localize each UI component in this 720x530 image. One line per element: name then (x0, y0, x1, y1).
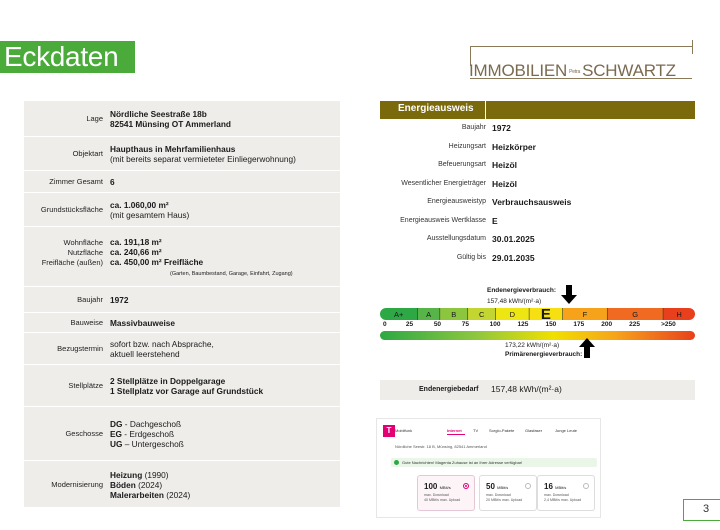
energy-title: Energieausweis (398, 103, 474, 114)
facts-row (24, 227, 340, 287)
facts-label: Objektart (72, 149, 103, 158)
facts-value: (mit bereits separat vermieteter Einliegerwohnung) (110, 154, 296, 164)
plan-radio[interactable] (463, 483, 469, 489)
facts-value: Nördliche Seestraße 18b (110, 109, 207, 119)
telekom-plan-card[interactable]: 100 MBit/s max. Download 40 MBit/s max. Upload (417, 475, 475, 511)
energy-row-value: 1972 (492, 123, 511, 133)
logo-small: Petra (569, 68, 581, 75)
facts-value: 1 Stellplatz vor Garage auf Grundstück (110, 386, 264, 396)
plan-radio[interactable] (525, 483, 531, 489)
energy-row-label: Heizungsart (448, 142, 486, 150)
telekom-nav-item[interactable]: Sorglo-Pakete (489, 428, 515, 433)
telekom-nav-item[interactable]: Junge Leute (555, 428, 578, 433)
facts-row (24, 287, 340, 313)
telekom-nav-item[interactable]: Mobilfunk (395, 428, 413, 433)
energy-row-value: E (492, 215, 498, 226)
energy-scale-tick: 100 (489, 321, 501, 328)
facts-value: (mit gesamtem Haus) (110, 210, 190, 220)
telekom-availability-text: Gute Nachrichten! Magenta Zuhause ist an Ihrer Adresse verfügbar! (402, 460, 523, 465)
energy-row-value: Heizöl (492, 160, 518, 170)
facts-label: Freifläche (außen) (41, 258, 103, 267)
facts-value: ca. 1.060,00 m² (110, 200, 169, 210)
facts-label: Zimmer Gesamt (49, 177, 103, 186)
energy-row-value: Verbrauchsausweis (492, 197, 572, 207)
endenergiebedarf-label: Endenergiebedarf (419, 386, 479, 393)
endenergiebedarf-value: 157,48 kWh/(m²·a) (491, 384, 562, 394)
facts-value: ca. 240,66 m² (110, 247, 162, 257)
energy-scale-tick: 125 (517, 321, 529, 328)
page-title: Eckdaten (4, 41, 119, 72)
page-number: 3 (703, 503, 710, 515)
facts-label: Geschosse (65, 429, 103, 438)
facts-value: Malerarbeiten (2024) (110, 490, 191, 500)
facts-value: 82541 Münsing OT Ammerland (110, 119, 231, 129)
energy-class-label: F (582, 310, 588, 319)
facts-value: sofort bzw. nach Absprache, (110, 339, 214, 349)
facts-value: 2 Stellplätze in Doppelgarage (110, 376, 226, 386)
facts-label: Lage (86, 114, 103, 123)
facts-label: Grundstücksfläche (40, 205, 103, 214)
energy-scale-tick: 0 (383, 321, 387, 328)
page-number-box (683, 499, 720, 521)
energy-scale-tick: 25 (405, 321, 414, 328)
facts-row (24, 193, 340, 227)
energy-scale-tick: >250 (661, 321, 676, 328)
telekom-nav-item[interactable]: Glasfaser (525, 428, 543, 433)
check-icon (394, 460, 399, 465)
facts-label: Bauweise (70, 318, 103, 327)
facts-value: aktuell leerstehend (110, 349, 180, 359)
facts-row (24, 461, 340, 508)
facts-value: EG - Erdgeschoß (110, 429, 175, 439)
facts-label: Nutzfläche (67, 248, 103, 257)
facts-value: Haupthaus in Mehrfamilienhaus (110, 144, 236, 154)
facts-value: (Garten, Baumbestand, Garage, Einfahrt, Zugang) (170, 271, 293, 277)
facts-row (24, 365, 340, 407)
energy-class-label: H (676, 310, 682, 319)
energy-row-label: Baujahr (461, 124, 486, 131)
facts-panel (24, 101, 340, 508)
energy-scale-tick: 150 (545, 321, 557, 328)
energy-scale-bar (380, 308, 695, 320)
telekom-plan-card[interactable]: 16 MBit/s max. Download 2,4 MBit/s max. Upload (537, 475, 595, 511)
endenergie-label: Endenergieverbrauch: (487, 287, 556, 294)
telekom-address: Nördliche Seestr. 18 B, Münsing, 82541 Ammerland (395, 444, 487, 449)
energy-class-label: E (540, 308, 551, 320)
telekom-availability-screenshot (376, 418, 601, 518)
energy-class-label: D (509, 310, 516, 319)
energy-scale-tick: 75 (461, 321, 469, 328)
facts-value: 6 (110, 177, 115, 187)
facts-row (24, 333, 340, 365)
energy-scale-tick: 175 (573, 321, 585, 328)
energy-row-label: Gültig bis (456, 253, 486, 261)
facts-label: Wohnfläche (63, 238, 103, 247)
telekom-logo: T (383, 425, 395, 437)
energy-row-value: Heizöl (492, 178, 518, 189)
facts-row (24, 407, 340, 461)
energy-class-label: C (478, 310, 485, 319)
primaer-label: Primärenergieverbrauch: (505, 351, 583, 358)
plan-radio[interactable] (583, 483, 589, 489)
facts-label: Modernisierung (51, 480, 103, 489)
energy-row-label: Wesentlicher Energieträger (401, 179, 486, 187)
telekom-nav-item[interactable]: Internet (447, 428, 462, 433)
facts-label: Bezugstermin (57, 344, 103, 353)
telekom-plan-card[interactable]: 50 MBit/s max. Download 20 MBit/s max. Upload (479, 475, 537, 511)
energy-row-label: Energieausweis Wertklasse (400, 216, 486, 224)
facts-value: 1972 (110, 295, 129, 305)
facts-label: Baujahr (77, 295, 103, 304)
primary-energy-bar (380, 331, 695, 340)
facts-value: ca. 191,18 m² (110, 237, 162, 247)
facts-row (24, 101, 340, 137)
facts-value: Heizung (1990) (110, 470, 169, 480)
energy-row-label: Energieausweistyp (427, 198, 486, 205)
facts-row (24, 137, 340, 171)
facts-value: Böden (2024) (110, 480, 163, 490)
energy-row-label: Befeuerungsart (438, 161, 486, 168)
energy-scale-ticks (380, 321, 695, 331)
energy-scale-tick: 50 (433, 321, 442, 328)
primaer-value: 173,22 kWh/(m²·a) (505, 342, 560, 349)
energy-scale-tick: 200 (601, 321, 613, 328)
facts-value: ca. 450,00 m² Freifläche (110, 257, 204, 267)
facts-value: Massivbauweise (110, 318, 176, 328)
energy-class-label: A (426, 310, 432, 319)
energy-class-label: A+ (394, 310, 404, 319)
facts-value: DG - Dachgeschoß (110, 419, 182, 429)
facts-label: Stellplätze (68, 381, 103, 390)
facts-value: UG – Untergeschoß (110, 439, 184, 449)
energy-scale-tick: 225 (629, 321, 641, 328)
energy-row-value: Heizkörper (492, 141, 536, 152)
facts-row (24, 313, 340, 333)
endenergie-value: 157,48 kWh/(m²·a) (487, 298, 542, 305)
endenergie-arrow-icon (561, 285, 577, 305)
energy-class-label: G (632, 310, 639, 319)
logo-main: IMMOBILIEN (469, 61, 568, 80)
energy-row-value: 29.01.2035 (492, 252, 535, 263)
energy-row-label: Ausstellungsdatum (426, 235, 486, 242)
logo-name: SCHWARTZ (582, 61, 676, 80)
facts-row (24, 171, 340, 193)
energy-row-value: 30.01.2025 (492, 234, 535, 244)
company-logo (468, 40, 698, 80)
telekom-nav-item[interactable]: TV (473, 428, 479, 433)
energy-class-label: B (451, 310, 457, 319)
